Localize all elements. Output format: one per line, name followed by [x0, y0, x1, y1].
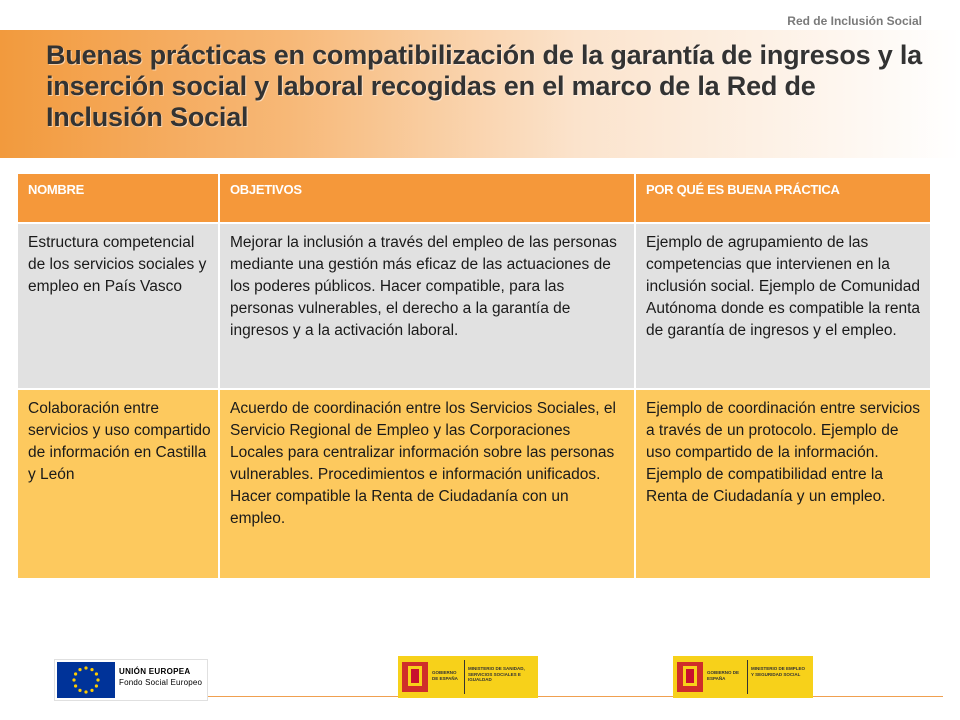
- table-row: [17, 389, 931, 579]
- cell-objetivos: Acuerdo de coordinación entre los Servicios Sociales, el Servicio Regional de Empleo y las Corporaciones Locales para centralizar información sobre las personas vulnerables. Procedimientos e información unificados. Hacer compatible la Renta de Ciudadanía con un empleo.: [219, 389, 635, 579]
- column-header-nombre: NOMBRE: [17, 173, 219, 223]
- column-header-objetivos: OBJETIVOS: [219, 173, 635, 223]
- gov-logo-sanidad: [398, 656, 538, 698]
- eu-logo-text: [119, 666, 202, 688]
- gov-logo-2-right-text: MINISTERIO DE EMPLEO Y SEGURIDAD SOCIAL: [751, 666, 806, 677]
- org-name: Red de Inclusión Social: [787, 14, 922, 28]
- eu-flag-icon: [57, 662, 115, 698]
- practices-table: [16, 172, 932, 580]
- table-row: [17, 223, 931, 389]
- cell-por-que: Ejemplo de coordinación entre servicios a través de un protocolo. Ejemplo de uso compartido de la información. Ejemplo de compatibilidad entre la Renta de Ciudadanía y un empleo.: [635, 389, 931, 579]
- gov-logo-empleo: [673, 656, 813, 698]
- eu-logo-line2: Fondo Social Europeo: [119, 678, 203, 687]
- cell-objetivos: Mejorar la inclusión a través del empleo de las personas mediante una gestión más eficaz de las actuaciones de los poderes públicos. Hacer compatible, para las personas vulnerables, el derecho a la garantía de ingresos y a la activación laboral.: [219, 223, 635, 389]
- gov-logo-1-right-text: MINISTERIO DE SANIDAD, SERVICIOS SOCIALES E IGUALDAD: [468, 666, 525, 682]
- column-header-por-que: POR QUÉ ES BUENA PRÁCTICA: [635, 173, 931, 223]
- page-title: Buenas prácticas en compatibilización de la garantía de ingresos y la inserción social y laboral recogidas en el marco de la Red de Inclusión Social: [46, 40, 923, 132]
- gov-logo-1-left-text: GOBIERNO DE ESPAÑA: [432, 670, 458, 681]
- eu-logo-line1: UNIÓN EUROPEA: [119, 667, 191, 676]
- cell-nombre: Estructura competencial de los servicios sociales y empleo en País Vasco: [17, 223, 219, 389]
- eu-logo: [54, 659, 208, 701]
- gov-logo-2-left-text: GOBIERNO DE ESPAÑA: [707, 670, 740, 681]
- table-header-row: [17, 173, 931, 223]
- cell-nombre: Colaboración entre servicios y uso compartido de información en Castilla y León: [17, 389, 219, 579]
- cell-por-que: Ejemplo de agrupamiento de las competencias que intervienen en la inclusión social. Ejemplo de Comunidad Autónoma donde es compatible la renta de garantía de ingresos y el empleo.: [635, 223, 931, 389]
